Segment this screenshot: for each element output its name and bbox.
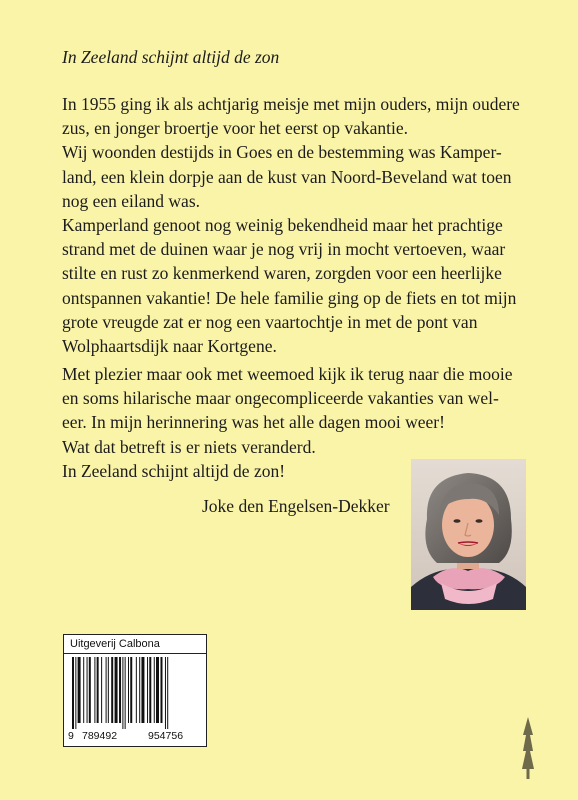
author-signature: Joke den Engelsen-Dekker	[202, 496, 390, 516]
barcode-bar	[106, 657, 107, 723]
isbn-right-digits: 954756	[148, 730, 184, 742]
divider	[64, 653, 206, 654]
barcode-bar	[156, 657, 159, 723]
publisher-logo-icon	[515, 715, 541, 785]
barcode-bar	[167, 657, 168, 729]
barcode-bar	[94, 657, 95, 723]
publisher-name: Uitgeverij Calbona	[70, 638, 160, 650]
text-line: eer. In mijn herinnering was het alle dagen mooi weer!	[62, 412, 445, 433]
text-line: land, een klein dorpje aan de kust van Noord-Beveland wat toen	[62, 166, 512, 187]
text-line: Wij woonden destijds in Goes en de bestemming was Kamper-	[62, 142, 502, 163]
barcode-bar	[78, 657, 81, 723]
isbn-prefix-digit: 9	[68, 730, 74, 742]
text-line: Wat dat betreft is er niets veranderd.	[62, 436, 316, 457]
barcode-bar	[125, 657, 126, 729]
cover-title: In Zeeland schijnt altijd de zon	[62, 47, 280, 67]
text-line: stilte en rust zo kenmerkend waren, zorgden voor een heerlijke	[62, 263, 502, 284]
barcode-bar	[130, 657, 132, 723]
isbn-barcode	[63, 634, 207, 747]
barcode-bar	[165, 657, 166, 729]
barcode-bars	[72, 657, 198, 729]
barcode-bar	[147, 657, 148, 723]
story-paragraph-1	[62, 92, 532, 358]
barcode-bar	[75, 657, 76, 729]
isbn-left-digits: 789492	[82, 730, 118, 742]
text-line: grote vreugde zat er nog een vaartochtje in met de pont van	[62, 311, 478, 332]
barcode-bar	[160, 657, 162, 723]
barcode-bar	[139, 657, 140, 723]
barcode-bar	[72, 657, 74, 729]
barcode-bar	[89, 657, 91, 723]
text-line: In Zeeland schijnt altijd de zon!	[62, 460, 286, 481]
barcode-bar	[141, 657, 144, 723]
barcode-bar	[149, 657, 151, 723]
text-line: nog een eiland was.	[62, 190, 201, 211]
barcode-bar	[115, 657, 118, 723]
barcode-bar	[122, 657, 123, 729]
author-photo	[411, 459, 526, 610]
barcode-bar	[154, 657, 155, 723]
barcode-bar	[128, 657, 129, 723]
text-line: ontspannen vakantie! De hele familie ging op de fiets en tot mijn	[62, 287, 517, 308]
barcode-bar	[108, 657, 109, 723]
text-line: strand met de duinen waar je nog vrij in mocht vertoeven, waar	[62, 239, 506, 260]
barcode-bar	[83, 657, 84, 723]
text-line: Met plezier maar ook met weemoed kijk ik terug naar die mooie	[62, 364, 513, 384]
text-line: en soms hilarische maar ongecompliceerde vakanties van wel-	[62, 388, 499, 409]
text-line: In 1955 ging ik als achtjarig meisje met mijn ouders, mijn oudere	[62, 94, 520, 114]
text-line: Kamperland genoot nog weinig bekendheid maar het prachtige	[62, 215, 503, 236]
text-line: Wolphaartsdijk naar Kortgene.	[62, 336, 277, 357]
barcode-bar	[97, 657, 99, 723]
barcode-bar	[136, 657, 137, 723]
barcode-bar	[101, 657, 102, 723]
text-line: zus, en jonger broertje voor het eerst op vakantie.	[62, 118, 408, 139]
barcode-bar	[111, 657, 113, 723]
barcode-bar	[119, 657, 121, 723]
barcode-bar	[87, 657, 88, 723]
